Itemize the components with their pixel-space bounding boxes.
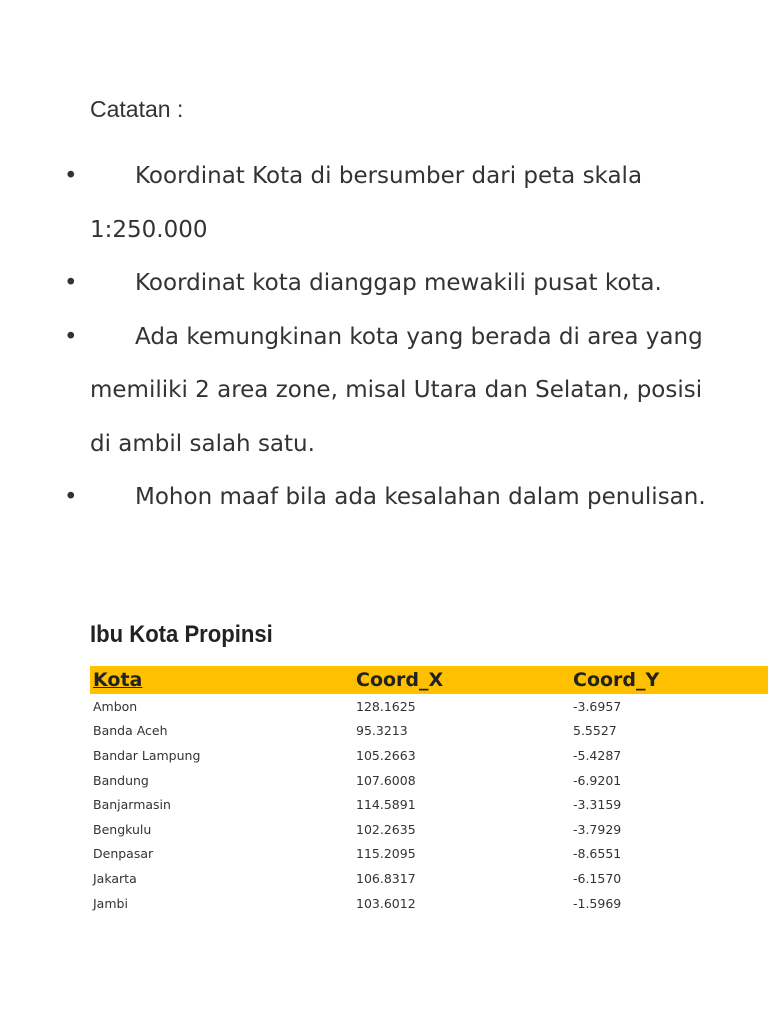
header-coord-x: Coord_X: [356, 669, 444, 691]
table-row: [90, 817, 768, 842]
table-body: [90, 694, 768, 915]
cell-kota: Jakarta: [93, 870, 137, 886]
cell-kota: Bandar Lampung: [93, 747, 201, 763]
cell-kota: Bengkulu: [93, 821, 152, 837]
cell-coord-x: 106.8317: [356, 870, 416, 886]
cell-kota: Ambon: [93, 698, 138, 714]
note-item: [0, 471, 768, 525]
cell-kota: Jambi: [93, 895, 128, 911]
table-row: [90, 694, 768, 719]
cell-coord-x: 103.6012: [356, 895, 416, 911]
cell-coord-y: -5.4287: [573, 747, 622, 763]
header-coord-y: Coord_Y: [573, 669, 660, 691]
note-text: Mohon maaf bila ada kesalahan dalam penulisan.: [135, 484, 706, 510]
bullet-icon: •: [64, 484, 78, 510]
notes-list: [0, 150, 768, 525]
city-coordinates-table: [90, 666, 768, 915]
cell-coord-y: -3.3159: [573, 797, 622, 813]
header-kota: Kota: [93, 669, 143, 691]
cell-coord-y: -3.7929: [573, 821, 622, 837]
cell-kota: Bandung: [93, 772, 149, 788]
note-text: Ada kemungkinan kota yang berada di area yang memiliki 2 area zone, misal Utara dan Selatan, posisi di ambil salah satu.: [90, 323, 703, 457]
table-row: [90, 792, 768, 817]
cell-kota: Denpasar: [93, 846, 154, 862]
note-item: [0, 150, 768, 257]
cell-coord-x: 114.5891: [356, 797, 416, 813]
bullet-icon: •: [64, 270, 78, 296]
cell-coord-y: -6.1570: [573, 870, 622, 886]
note-text: Koordinat Kota di bersumber dari peta skala 1:250.000: [90, 163, 643, 243]
table-row: [90, 891, 768, 916]
cell-coord-y: -6.9201: [573, 772, 622, 788]
table-header-row: [90, 666, 768, 694]
cell-coord-x: 105.2663: [356, 747, 416, 763]
table-title: Ibu Kota Propinsi: [90, 621, 273, 648]
note-text: Koordinat kota dianggap mewakili pusat kota.: [135, 270, 662, 296]
cell-coord-x: 128.1625: [356, 698, 416, 714]
bullet-icon: •: [64, 163, 78, 189]
notes-title: Catatan :: [90, 96, 184, 122]
cell-coord-y: -1.5969: [573, 895, 622, 911]
cell-coord-y: 5.5527: [573, 723, 617, 739]
note-item: [0, 311, 768, 472]
cell-kota: Banjarmasin: [93, 797, 171, 813]
table-row: [90, 842, 768, 867]
cell-coord-y: -3.6957: [573, 698, 622, 714]
cell-coord-x: 115.2095: [356, 846, 416, 862]
table-row: [90, 866, 768, 891]
table-row: [90, 719, 768, 744]
cell-coord-y: -8.6551: [573, 846, 622, 862]
cell-coord-x: 107.6008: [356, 772, 416, 788]
cell-kota: Banda Aceh: [93, 723, 168, 739]
cell-coord-x: 95.3213: [356, 723, 408, 739]
bullet-icon: •: [64, 323, 78, 350]
table-row: [90, 768, 768, 793]
note-item: [0, 257, 768, 311]
cell-coord-x: 102.2635: [356, 821, 416, 837]
table-row: [90, 743, 768, 768]
